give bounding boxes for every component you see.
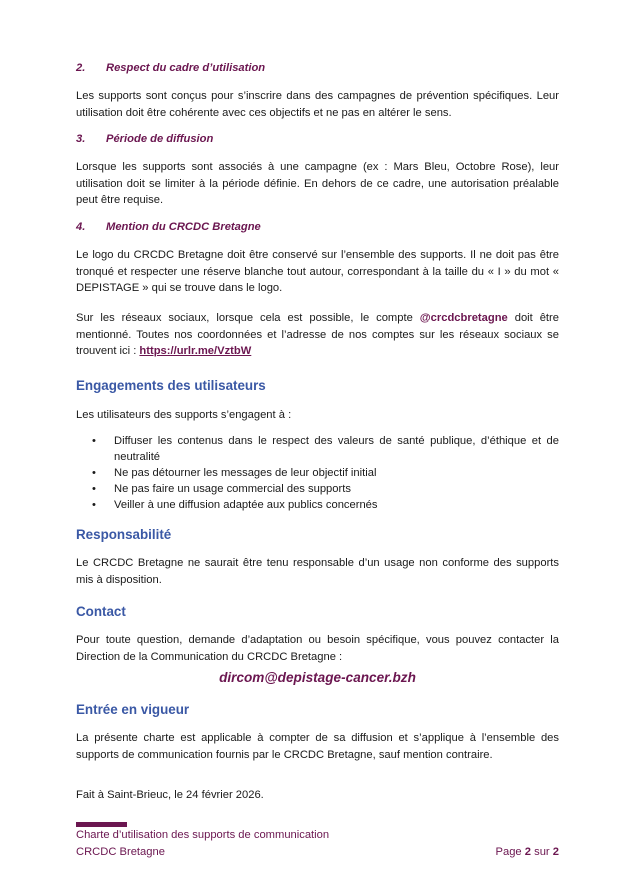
- list-item-text: Diffuser les contenus dans le respect des valeurs de santé publique, d’éthique et de neutralité: [114, 435, 559, 463]
- section-4-text: Le logo du CRCDC Bretagne doit être conservé sur l’ensemble des supports. Il ne doit pas être tronqué et respecter une réserve blanche tout autour, correspondant à la taille du « I » du mot « DEPISTAGE » qui se trouve dans le logo.: [76, 249, 559, 294]
- page-number: [496, 846, 559, 858]
- social-text-before: Sur les réseaux sociaux, lorsque cela est possible, le compte: [76, 312, 420, 324]
- signature-line: Fait à Saint-Brieuc, le 24 février 2026.: [76, 789, 264, 801]
- social-text-after: doit être mentionné. Toutes nos coordonnées et l’adresse de nos comptes sur les réseaux sociaux se trouvent ici :: [76, 312, 559, 357]
- bullet-icon: •: [92, 483, 96, 495]
- footer-title: Charte d’utilisation des supports de communication: [76, 829, 330, 841]
- page-label: Page: [495, 846, 525, 858]
- section-title: Mention du CRCDC Bretagne: [106, 221, 261, 233]
- page-total: 2: [552, 846, 559, 858]
- engagements-list: [76, 433, 559, 513]
- responsabilite-heading: Responsabilité: [76, 527, 172, 542]
- section-4-heading: [76, 221, 261, 233]
- page-current: 2: [524, 846, 531, 858]
- contact-heading: Contact: [76, 604, 126, 619]
- contact-email-link[interactable]: dircom@depistage-cancer.bzh: [219, 670, 416, 685]
- section-number: 4.: [76, 221, 86, 233]
- section-title: Période de diffusion: [106, 133, 214, 145]
- entree-text: La présente charte est applicable à compter de sa diffusion et s’applique à l’ensemble des supports de communication fournis par le CRCDC Bretagne, sauf mention contraire.: [76, 732, 559, 761]
- responsabilite-text: Le CRCDC Bretagne ne saurait être tenu responsable d’un usage non conforme des supports mis à disposition.: [76, 557, 559, 586]
- entree-heading: Entrée en vigueur: [76, 702, 190, 717]
- section-2-heading: [76, 62, 265, 74]
- engagements-heading: Engagements des utilisateurs: [76, 378, 266, 393]
- list-item: [76, 433, 559, 465]
- list-item: [76, 497, 559, 513]
- footer-org: CRCDC Bretagne: [76, 846, 165, 858]
- footer-accent-bar: [76, 822, 127, 827]
- bullet-icon: •: [92, 467, 96, 479]
- list-item-text: Ne pas faire un usage commercial des supports: [114, 483, 351, 495]
- bullet-icon: •: [92, 435, 96, 447]
- list-item: [76, 465, 559, 481]
- page-sep: sur: [531, 846, 553, 858]
- section-number: 2.: [76, 62, 86, 74]
- section-3-heading: [76, 133, 213, 145]
- bullet-icon: •: [92, 499, 96, 511]
- engagements-intro: Les utilisateurs des supports s’engagent à :: [76, 409, 292, 421]
- list-item: [76, 481, 559, 497]
- section-2-text: Les supports sont conçus pour s’inscrire dans des campagnes de prévention spécifiques. Leur utilisation doit être cohérente avec ces objectifs et ne pas en altérer le sens.: [76, 90, 559, 119]
- section-3-text: Lorsque les supports sont associés à une campagne (ex : Mars Bleu, Octobre Rose), leur utilisation doit se limiter à la période définie. En dehors de ce cadre, une autorisation préalable peut être requise.: [76, 161, 559, 206]
- social-link[interactable]: https://urlr.me/VztbW: [139, 345, 252, 357]
- list-item-text: Veiller à une diffusion adaptée aux publics concernés: [114, 499, 378, 511]
- section-title: Respect du cadre d’utilisation: [106, 62, 266, 74]
- social-handle[interactable]: @crcdcbretagne: [419, 312, 508, 324]
- section-number: 3.: [76, 133, 86, 145]
- list-item-text: Ne pas détourner les messages de leur objectif initial: [114, 467, 377, 479]
- social-paragraph: [76, 310, 559, 360]
- contact-text: Pour toute question, demande d’adaptation ou besoin spécifique, vous pouvez contacter la Direction de la Communication du CRCDC Bretagne :: [76, 634, 559, 663]
